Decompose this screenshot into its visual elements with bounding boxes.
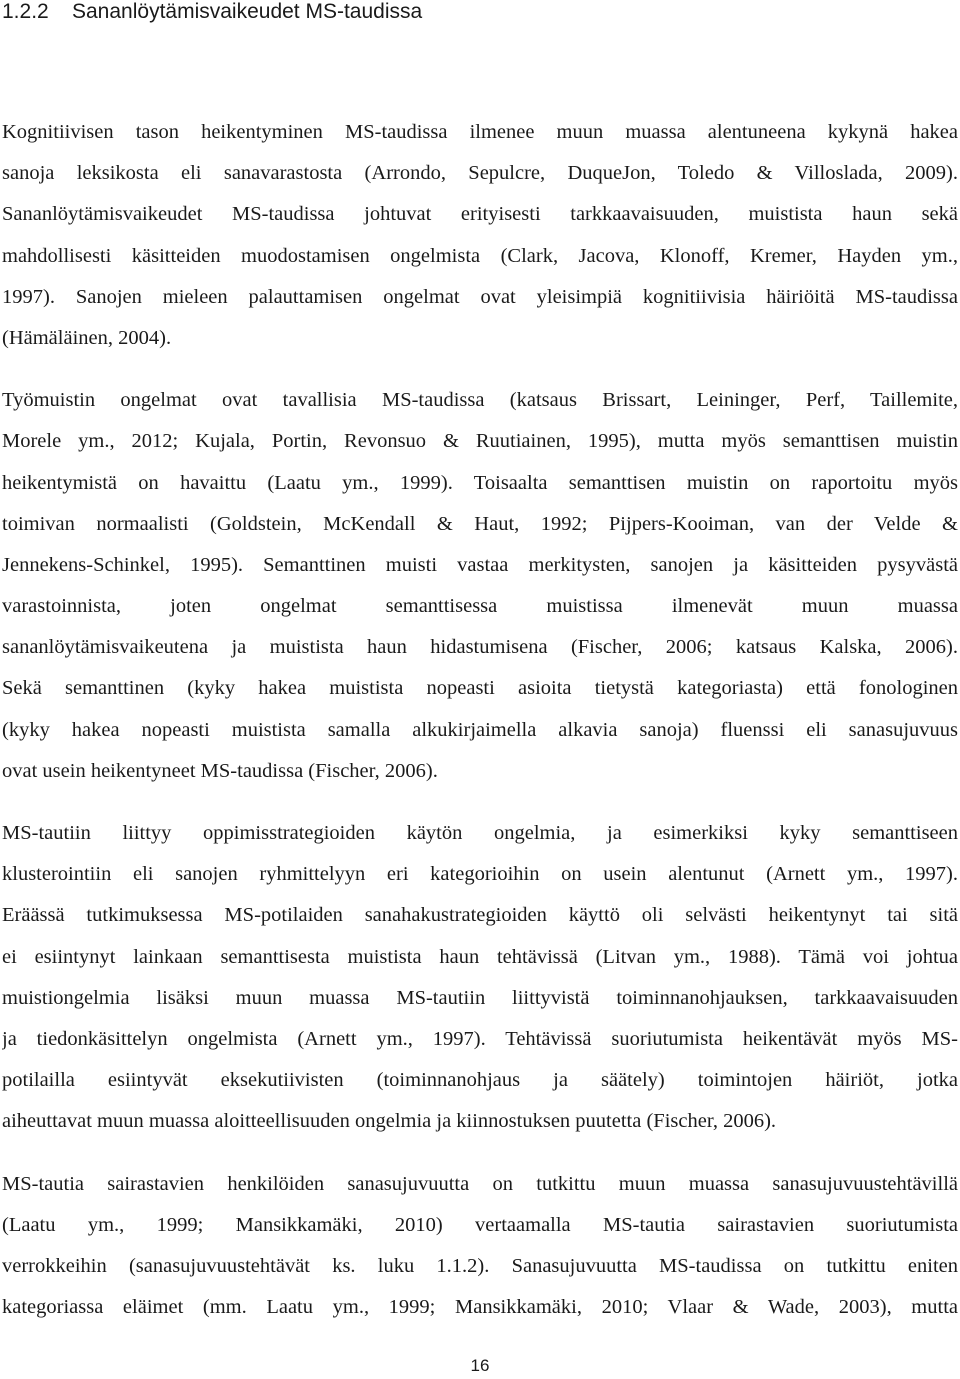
text-line: Sananlöytämisvaikeudet MS-taudissa johtuvat erityisesti tarkkaavaisuuden, muistista haun sekä [2,203,958,226]
text-line: (kyky hakea nopeasti muistista samalla alkukirjaimella alkavia sanoja) fluenssi eli sanasujuvuus [2,718,958,741]
text-line: Jennekens-Schinkel, 1995). Semanttinen muisti vastaa merkitysten, sanojen ja käsitteiden pysyvästä [2,553,958,576]
paragraph [2,1164,958,1329]
section-heading [2,0,422,26]
paragraph [2,112,958,359]
paragraph [2,813,958,1143]
section-title: Sananlöytämisvaikeudet MS-taudissa [72,0,423,23]
section-number: 1.2.2 [2,0,49,23]
text-line: 1997). Sanojen mieleen palauttamisen ongelmat ovat yleisimpiä kognitiivisia häiriöitä MS-taudissa [2,285,958,308]
text-line: klusterointiin eli sanojen ryhmittelyyn eri kategorioihin on usein alentunut (Arnett ym., 1997). [2,863,958,886]
text-line: MS-tautiin liittyy oppimisstrategioiden käytön ongelmia, ja esimerkiksi kyky semanttiseen [2,822,958,844]
text-line: toimivan normaalisti (Goldstein, McKendall & Haut, 1992; Pijpers-Kooiman, van der Velde & [2,512,958,535]
text-line: MS-tautia sairastavien henkilöiden sanasujuvuutta on tutkittu muun muassa sanasujuvuustehtävillä [2,1172,958,1195]
text-line: potilailla esiintyvät eksekutiivisten (toiminnanohjaus ja säätely) toimintojen häiriöt, jotka [2,1069,958,1092]
text-line: varastoinnista, joten ongelmat semanttisessa muistissa ilmenevät muun muassa [2,595,958,618]
text-line: Kognitiivisen tason heikentyminen MS-taudissa ilmenee muun muassa alentuneena kykynä hakea [2,121,958,143]
body-text [2,112,958,1349]
text-line: (Hämäläinen, 2004). [2,326,172,349]
text-line: sananlöytämisvaikeutena ja muistista haun hidastumisena (Fischer, 2006; katsaus Kalska, 2006). [2,636,958,659]
text-line: ei esiintynyt lainkaan semanttisesta muistista haun tehtävissä (Litvan ym., 1988). Tämä voi johtua [2,945,958,968]
text-line: sanoja leksikosta eli sanavarastosta (Arrondo, Sepulcre, DuqueJon, Toledo & Villoslada, 2009). [2,162,958,185]
page-number: 16 [470,1356,490,1375]
paragraph [2,380,958,792]
text-line: heikentymistä on havaittu (Laatu ym., 1999). Toisaalta semanttisen muistin on raportoitu myös [2,471,958,494]
text-line: kategoriassa eläimet (mm. Laatu ym., 1999; Mansikkamäki, 2010; Vlaar & Wade, 2003), mutta [2,1296,958,1319]
text-line: ovat usein heikentyneet MS-taudissa (Fischer, 2006). [2,759,438,782]
text-line: mahdollisesti käsitteiden muodostamisen ongelmista (Clark, Jacova, Klonoff, Kremer, Hayden ym., [2,244,958,267]
text-line: Eräässä tutkimuksessa MS-potilaiden sanahakustrategioiden käyttö oli selvästi heikentynyt tai sitä [2,904,958,927]
text-line: verrokkeihin (sanasujuvuustehtävät ks. luku 1.1.2). Sanasujuvuutta MS-taudissa on tutkittu eniten [2,1254,958,1277]
text-line: aiheuttavat muun muassa aloitteellisuuden ongelmia ja kiinnostuksen puutetta (Fischer, 2006). [2,1110,777,1133]
text-line: Sekä semanttinen (kyky hakea muistista nopeasti asioita tietystä kategoriasta) että fonologinen [2,677,958,700]
text-line: muistiongelmia lisäksi muun muassa MS-tautiin liittyvistä toiminnanohjauksen, tarkkaavaisuuden [2,986,958,1009]
text-line: (Laatu ym., 1999; Mansikkamäki, 2010) vertaamalla MS-tautia sairastavien suoriutumista [2,1213,958,1236]
text-line: ja tiedonkäsittelyn ongelmista (Arnett ym., 1997). Tehtävissä suoriutumista heikentävät myös MS- [2,1027,958,1050]
text-line: Työmuistin ongelmat ovat tavallisia MS-taudissa (katsaus Brissart, Leininger, Perf, Taillemite, [2,389,958,412]
text-line: Morele ym., 2012; Kujala, Portin, Revonsuo & Ruutiainen, 1995), mutta myös semanttisen muistin [2,430,958,453]
